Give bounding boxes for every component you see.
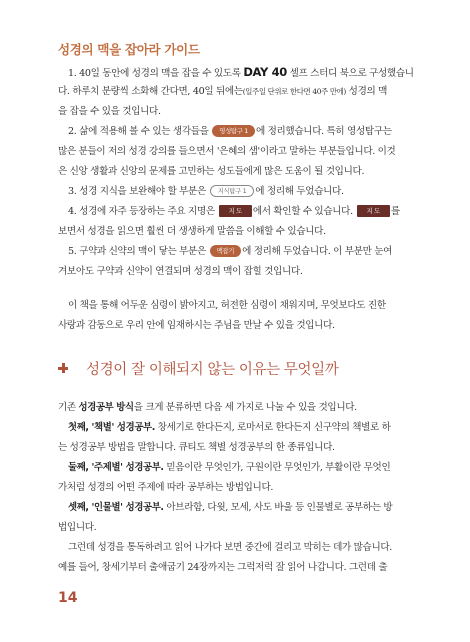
text-line: 많은 분들이 저의 성경 강의를 들으면서 '은혜의 샘'이라고 말하는 부분들입니다. 이것 <box>58 146 396 157</box>
text-run: 1. 40일 동안에 성경의 맥을 잡을 수 있도록 <box>68 68 244 79</box>
guide-item-2 <box>58 122 414 182</box>
text-line: 겨보아도 구약과 신약이 연결되며 성경의 맥이 잡힐 것입니다. <box>58 266 303 277</box>
text-note: (일주일 단위로 한다면 40주 만에) <box>242 87 346 96</box>
text-line: 예를 들어, 창세기부터 출애굽기 24장까지는 그럭저럭 잘 읽어 나갑니다. 그런데 출 <box>58 562 388 573</box>
bold-term: 둘째, '주제별' 성경공부. <box>68 462 164 473</box>
text-run: 에서 확인할 수 있습니다. <box>252 206 356 217</box>
text-line: 사랑과 감동으로 우리 안에 임재하시는 주님을 만날 수 있을 것입니다. <box>58 320 335 331</box>
text-run: 2. 삶에 적용해 볼 수 있는 생각들을 <box>68 126 212 137</box>
text-run: 성경의 맥 <box>345 86 388 97</box>
page-number: 14 <box>58 590 78 606</box>
text-run: 4. 성경에 자주 등장하는 주요 지명은 <box>68 206 218 217</box>
guide-title: 성경의 맥을 잡아라 가이드 <box>58 42 200 57</box>
text-run: 믿음이란 무엇인가, 구원이란 무엇인가, 부활이란 무엇인 <box>163 462 391 473</box>
text-run: 을 크게 분류하면 다음 세 가지로 나눌 수 있을 것입니다. <box>133 402 357 413</box>
knowledge-study-badge: 지식탐구 1 <box>210 185 255 197</box>
text-line <box>58 182 414 202</box>
plus-icon <box>58 363 68 373</box>
guide-closing <box>58 296 414 336</box>
text-run: 기존 <box>58 402 79 413</box>
text-run: 에 정리해 두었습니다. 이 부분만 눈여 <box>242 246 393 257</box>
guide-item-5 <box>58 242 414 282</box>
text-run: 창세기로 한다든지, 로마서로 한다든지 신구약의 책별로 하 <box>154 422 391 433</box>
bold-term: 첫째, '책별' 성경공부. <box>68 422 155 433</box>
text-run: 에 정리해 두었습니다. <box>255 186 344 197</box>
text-line: 그런데 성경을 통독하려고 읽어 나가다 보면 중간에 걸리고 막히는 데가 많습니다. <box>68 542 392 553</box>
text-run: 아브라함, 다윗, 모세, 사도 바울 등 인물별로 공부하는 방 <box>163 502 393 513</box>
text-run: 3. 성경 지식을 보완해야 할 부분은 <box>68 186 209 197</box>
guide-item-1 <box>58 62 414 122</box>
text-run: 에 정리했습니다. 특히 영성탐구는 <box>255 126 392 137</box>
text-line: 을 잡을 수 있을 것입니다. <box>58 106 161 117</box>
map-badge: 지 도 <box>357 205 390 217</box>
text-line: 이 책을 통해 어두운 심령이 밝아지고, 허전한 심령이 채워지며, 무엇보다도 진한 <box>68 300 386 311</box>
text-line <box>58 62 414 82</box>
text-line <box>58 458 414 478</box>
section-body <box>58 398 414 578</box>
text-run: 다. 하루치 분량씩 소화해 간다면, 40일 뒤에는 <box>58 86 243 97</box>
text-line: 은 신앙 생활과 신앙의 문제를 고민하는 성도들에게 많은 도움이 될 것입니다. <box>58 166 365 177</box>
text-line: 법입니다. <box>58 522 97 533</box>
text-line <box>58 82 414 102</box>
section-title: 성경이 잘 이해되지 않는 이유는 무엇일까 <box>86 362 339 378</box>
map-badge: 지 도 <box>219 205 252 217</box>
guide-item-3 <box>58 182 414 202</box>
text-line: 가처럼 성경의 어떤 주제에 따라 공부하는 방법입니다. <box>58 482 274 493</box>
connection-badge: 맥잡기 <box>210 245 241 257</box>
text-line <box>58 122 414 142</box>
text-run: 셀프 스터디 북으로 구성했습니 <box>286 68 414 79</box>
day40-mark: DAY 40 <box>243 65 287 79</box>
text-run: 를 <box>390 206 400 217</box>
text-line <box>58 202 414 222</box>
text-line: 는 성경공부 방법을 말합니다. 큐티도 책별 성경공부의 한 종류입니다. <box>58 442 335 453</box>
text-line <box>58 498 414 518</box>
spiritual-study-badge: 영성탐구 1 <box>212 125 255 137</box>
text-line <box>58 418 414 438</box>
text-run: 5. 구약과 신약의 맥이 닿는 부분은 <box>68 246 209 257</box>
text-line <box>58 242 414 262</box>
bold-term: 성경공부 방식 <box>78 402 134 413</box>
guide-item-4 <box>58 202 414 242</box>
bold-term: 셋째, '인물별' 성경공부. <box>68 502 164 513</box>
text-line: 보면서 성경을 읽으면 훨씬 더 생생하게 말씀을 이해할 수 있습니다. <box>58 226 326 237</box>
text-line <box>58 398 414 418</box>
